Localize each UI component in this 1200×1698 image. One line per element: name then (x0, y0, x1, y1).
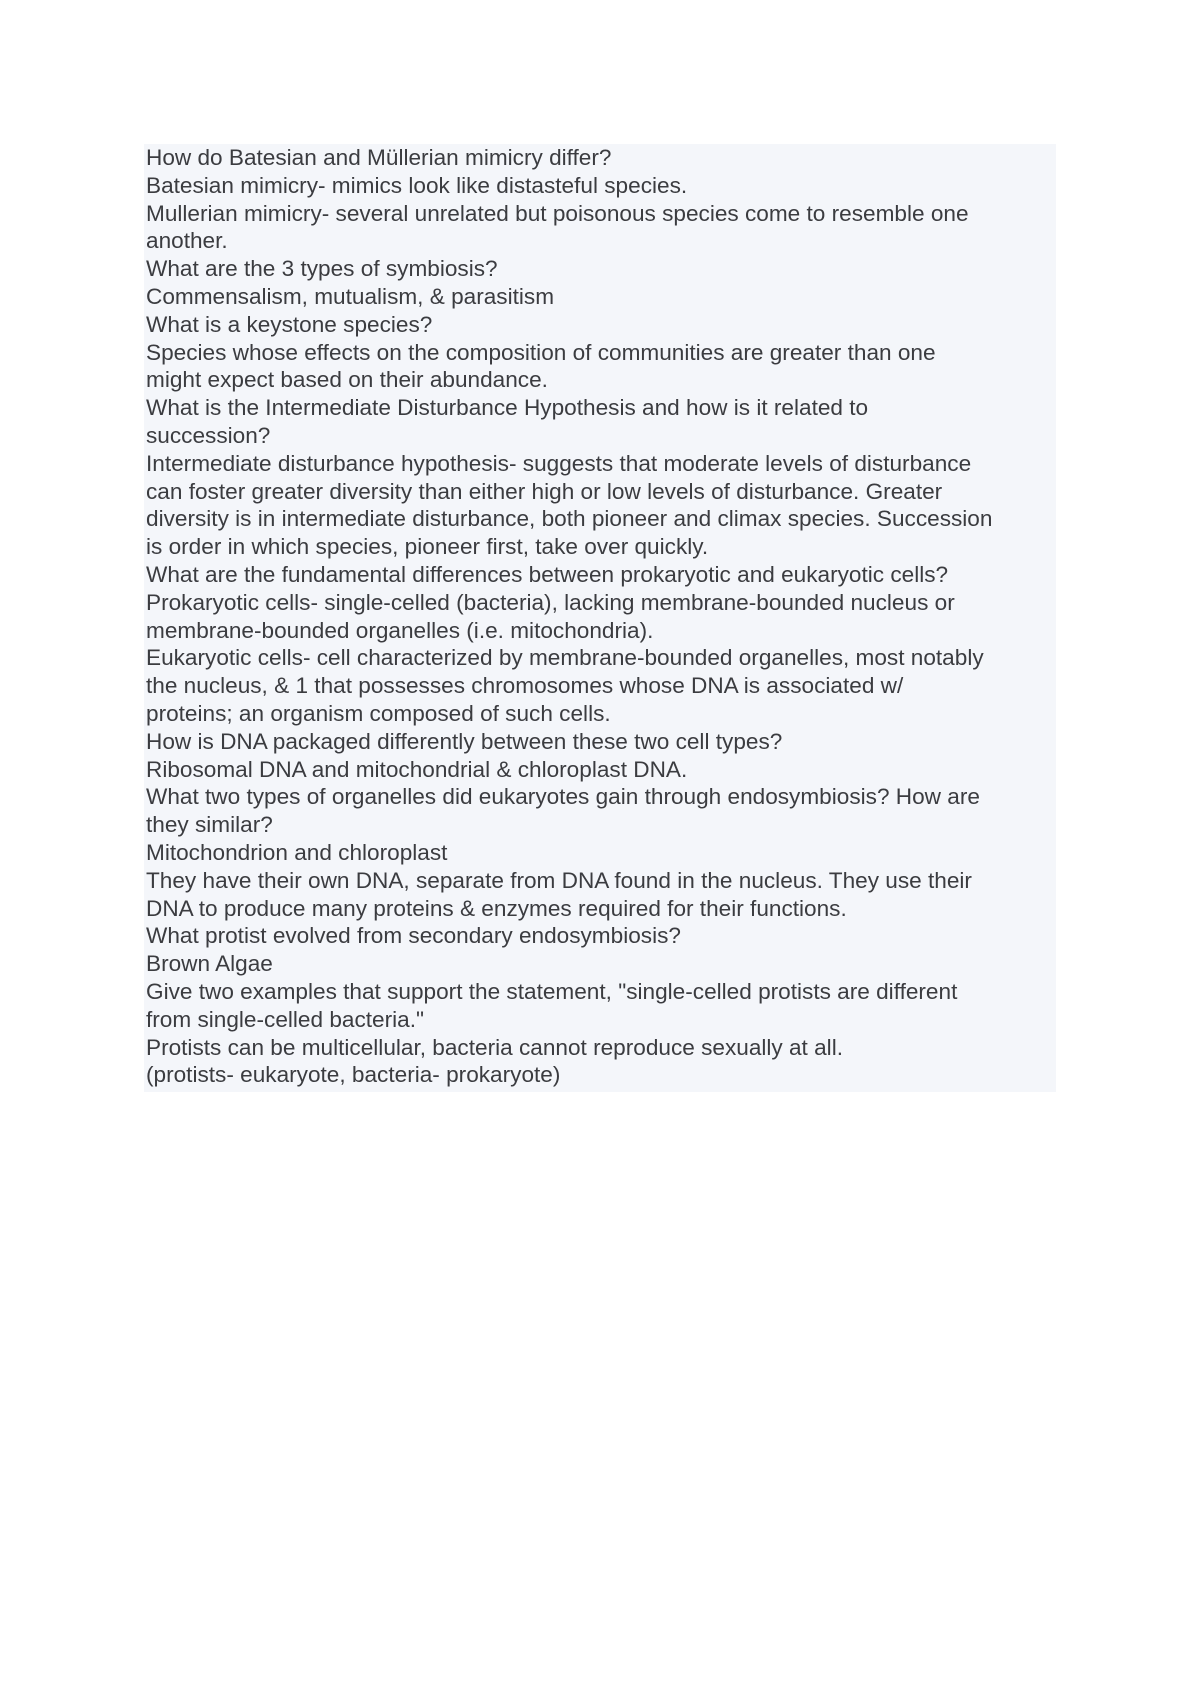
text-line: they similar? (146, 812, 273, 838)
text-line: Eukaryotic cells- cell characterized by membrane-bounded organelles, most notably (146, 645, 984, 671)
text-line: What are the 3 types of symbiosis? (146, 256, 498, 282)
text-line: What are the fundamental differences between prokaryotic and eukaryotic cells? (146, 561, 949, 587)
text-line: How is DNA packaged differently between these two cell types? (146, 728, 783, 754)
text-line: (protists- eukaryote, bacteria- prokaryote) (146, 1062, 561, 1088)
text-line: They have their own DNA, separate from DNA found in the nucleus. They use their (146, 867, 972, 893)
text-line: Prokaryotic cells- single-celled (bacteria), lacking membrane-bounded nucleus or (146, 589, 955, 615)
text-line: Ribosomal DNA and mitochondrial & chloroplast DNA. (146, 756, 688, 782)
text-line: Mullerian mimicry- several unrelated but poisonous species come to resemble one (146, 200, 969, 226)
text-line: Commensalism, mutualism, & parasitism (146, 283, 555, 309)
text-line: Mitochondrion and chloroplast (146, 839, 448, 865)
text-line: How do Batesian and Müllerian mimicry differ? (146, 145, 612, 170)
text-line: What two types of organelles did eukaryotes gain through endosymbiosis? How are (146, 784, 980, 810)
text-line: Species whose effects on the composition of communities are greater than one (146, 339, 936, 365)
text-line: is order in which species, pioneer first, take over quickly. (146, 534, 709, 560)
text-line: might expect based on their abundance. (146, 367, 548, 393)
text-line: another. (146, 228, 228, 254)
text-line: What is a keystone species? (146, 311, 433, 337)
text-line: the nucleus, & 1 that possesses chromosomes whose DNA is associated w/ (146, 673, 904, 699)
text-line: from single-celled bacteria." (146, 1006, 425, 1032)
text-line: diversity is in intermediate disturbance, both pioneer and climax species. Succession (146, 506, 993, 532)
text-line: Brown Algae (146, 951, 273, 977)
text-line: DNA to produce many proteins & enzymes required for their functions. (146, 895, 847, 921)
text-line: Protists can be multicellular, bacteria cannot reproduce sexually at all. (146, 1034, 843, 1060)
text-line: What protist evolved from secondary endosymbiosis? (146, 923, 681, 949)
text-line: What is the Intermediate Disturbance Hypothesis and how is it related to (146, 395, 869, 421)
text-line: membrane-bounded organelles (i.e. mitochondria). (146, 617, 654, 643)
text-block (144, 144, 1056, 1092)
text-line: can foster greater diversity than either high or low levels of disturbance. Greater (146, 478, 943, 504)
text-line: Give two examples that support the statement, "single-celled protists are different (146, 978, 958, 1004)
text-line: Intermediate disturbance hypothesis- suggests that moderate levels of disturbance (146, 450, 972, 476)
text-line: proteins; an organism composed of such cells. (146, 700, 611, 726)
text-line: succession? (146, 422, 271, 448)
text-line: Batesian mimicry- mimics look like distasteful species. (146, 172, 688, 198)
